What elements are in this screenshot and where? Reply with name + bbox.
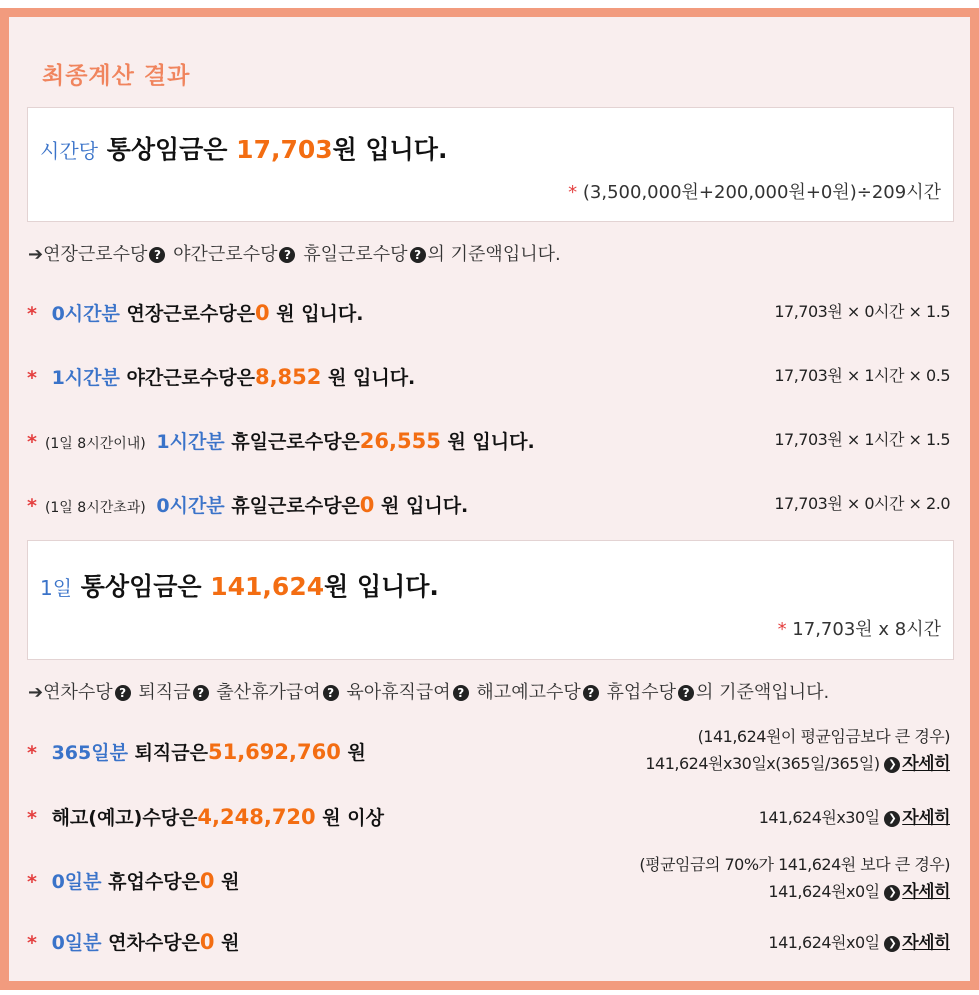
daily-wage-box [27, 540, 954, 660]
row-calc: 17,703원 × 0시간 × 2.0 [774, 494, 950, 513]
hours: 0시간분 [156, 495, 225, 517]
annual-leave-row [27, 925, 950, 965]
hourly-value: 17,703 [236, 135, 333, 164]
star-mark: * [27, 303, 37, 325]
star-mark: * [27, 367, 37, 389]
daily-label: 1일 [40, 576, 73, 600]
row-unit: 원 [347, 742, 366, 764]
base-amount-note-2 [28, 678, 829, 704]
condition-text: (평균임금의 70%가 141,624원 보다 큰 경우) [639, 855, 950, 874]
note-item: 해고예고수당 [476, 682, 581, 703]
detail-link[interactable]: 자세히 [902, 933, 950, 953]
question-icon[interactable]: ? [678, 685, 694, 701]
row-value: 26,555 [359, 429, 441, 453]
chevron-right-icon: ❯ [884, 811, 900, 827]
row-calc: 141,624원x30일 [758, 808, 880, 827]
dismissal-notice-row [27, 801, 950, 841]
arrow-right-icon: ➔ [28, 682, 44, 703]
row-value: 4,248,720 [197, 805, 316, 829]
daily-formula [778, 615, 941, 641]
question-icon[interactable]: ? [279, 247, 295, 263]
star-mark: * [27, 932, 37, 954]
row-label: 휴업수당은 [108, 871, 200, 893]
hourly-formula-text: (3,500,000원+200,000원+0원)÷209시간 [582, 182, 941, 203]
row-unit: 원 이상 [322, 807, 384, 829]
formula-star: * [777, 619, 787, 640]
row-label: 휴일근로수당은 [231, 495, 360, 517]
row-label: 휴일근로수당은 [231, 431, 360, 453]
row-calc: 141,624원x0일 [768, 882, 880, 901]
detail-link[interactable]: 자세히 [902, 754, 950, 774]
star-mark: * [27, 431, 37, 453]
star-mark: * [27, 807, 37, 829]
note-item: 육아휴직급여 [346, 682, 451, 703]
row-calc: 17,703원 × 1시간 × 1.5 [774, 430, 950, 449]
note-item: 퇴직금 [138, 682, 191, 703]
row-calc: 141,624원x0일 [768, 933, 880, 952]
hourly-formula [568, 178, 941, 204]
question-icon[interactable]: ? [115, 685, 131, 701]
hours: 0시간분 [51, 303, 120, 325]
hours: 1시간분 [156, 431, 225, 453]
star-mark: * [27, 495, 37, 517]
hours: 1시간분 [51, 367, 120, 389]
base-amount-note-1 [28, 240, 561, 266]
question-icon[interactable]: ? [583, 685, 599, 701]
note-item: 휴일근로수당 [303, 244, 408, 265]
note-suffix: 의 기준액입니다. [427, 244, 561, 265]
row-unit: 원 입니다. [276, 303, 364, 325]
chevron-right-icon: ❯ [884, 936, 900, 952]
note-item: 야간근로수당 [173, 244, 278, 265]
row-calc: 17,703원 × 1시간 × 0.5 [774, 366, 950, 385]
row-unit: 원 입니다. [381, 495, 469, 517]
days: 0일분 [51, 871, 102, 893]
star-mark: * [27, 871, 37, 893]
row-value: 0 [199, 930, 215, 954]
question-icon[interactable]: ? [323, 685, 339, 701]
chevron-right-icon: ❯ [884, 885, 900, 901]
note-item: 연장근로수당 [43, 244, 148, 265]
daily-value: 141,624 [210, 572, 325, 601]
arrow-right-icon: ➔ [28, 244, 44, 265]
detail-link[interactable]: 자세히 [902, 808, 950, 828]
daily-text2: 원 입니다. [324, 572, 439, 601]
question-icon[interactable]: ? [149, 247, 165, 263]
question-icon[interactable]: ? [410, 247, 426, 263]
row-value: 0 [199, 869, 215, 893]
row-value: 51,692,760 [207, 740, 341, 764]
days: 0일분 [51, 932, 102, 954]
row-unit: 원 입니다. [447, 431, 535, 453]
row-value: 0 [254, 301, 270, 325]
section-title: 최종계산 결과 [42, 63, 191, 89]
note-suffix: 의 기준액입니다. [696, 682, 830, 703]
hourly-text1: 통상임금은 [106, 135, 228, 164]
hourly-text2: 원 입니다. [332, 135, 448, 164]
condition-paren: (1일 8시간초과) [44, 500, 146, 516]
row-unit: 원 [221, 871, 240, 893]
overtime-row [27, 299, 950, 339]
condition-text: (141,624원이 평균임금보다 큰 경우) [697, 727, 950, 746]
row-calc: 17,703원 × 0시간 × 1.5 [774, 302, 950, 321]
night-work-row [27, 363, 950, 403]
row-value: 8,852 [254, 365, 322, 389]
row-value: 0 [359, 493, 375, 517]
formula-star: * [568, 182, 578, 203]
severance-row [27, 723, 950, 783]
note-item: 연차수당 [43, 682, 113, 703]
row-calc: 141,624원x30일x(365일/365일) [645, 754, 880, 773]
row-label: 야간근로수당은 [126, 367, 255, 389]
star-mark: * [27, 742, 37, 764]
row-label: 퇴직금은 [134, 742, 208, 764]
daily-formula-text: 17,703원 x 8시간 [792, 619, 941, 640]
note-item: 휴업수당 [606, 682, 677, 703]
shutdown-allowance-row [27, 851, 950, 911]
condition-paren: (1일 8시간이내) [44, 436, 146, 452]
note-item: 출산휴가급여 [216, 682, 321, 703]
days: 365일분 [51, 742, 128, 764]
row-label: 해고(예고)수당은 [51, 807, 198, 829]
result-panel [0, 8, 979, 990]
holiday-over-row [27, 491, 950, 531]
daily-text1: 통상임금은 [80, 572, 202, 601]
chevron-right-icon: ❯ [884, 757, 900, 773]
question-icon[interactable]: ? [193, 685, 209, 701]
row-label: 연차수당은 [108, 932, 200, 954]
hourly-wage-headline [40, 130, 447, 166]
hourly-label: 시간당 [40, 139, 98, 163]
row-label: 연장근로수당은 [126, 303, 255, 325]
question-icon[interactable]: ? [453, 685, 469, 701]
hourly-wage-box [27, 107, 954, 222]
detail-link[interactable]: 자세히 [902, 882, 950, 902]
row-unit: 원 [221, 932, 240, 954]
daily-wage-headline [40, 567, 439, 603]
row-unit: 원 입니다. [328, 367, 416, 389]
holiday-within-row [27, 427, 950, 467]
